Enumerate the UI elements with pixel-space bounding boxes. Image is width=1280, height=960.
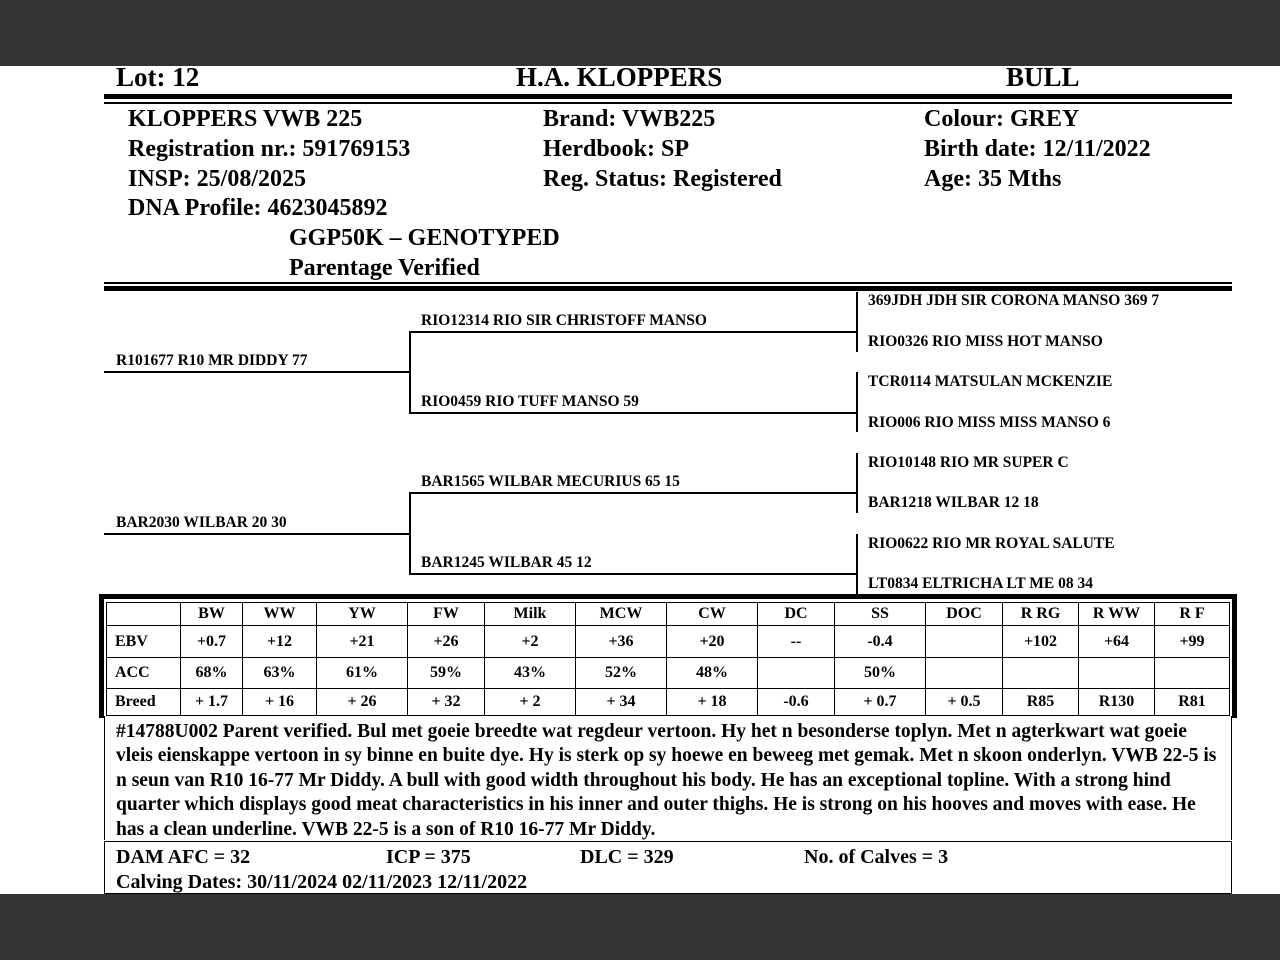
acc-cell: 61% <box>317 658 408 689</box>
pedigree-ggparent-4: RIO006 RIO MISS MISS MANSO 6 <box>868 414 1111 431</box>
acc-row-label: ACC <box>107 658 181 689</box>
dlc: DLC = 329 <box>580 846 674 868</box>
acc-cell <box>1079 658 1155 689</box>
pedigree-ggparent-5: RIO10148 RIO MR SUPER C <box>868 454 1069 471</box>
ebv-cell: +64 <box>1079 626 1155 658</box>
acc-cell <box>758 658 835 689</box>
pedigree-bracket-g3-4 <box>856 534 858 594</box>
ebv-header-cell: YW <box>317 603 408 626</box>
ebv-header-row <box>107 603 1230 626</box>
lot-number: Lot: 12 <box>116 62 200 92</box>
breed-cell: + 0.5 <box>926 689 1003 716</box>
pedigree-bracket-dam <box>409 492 411 574</box>
pedigree-line-dam-dam <box>409 573 856 575</box>
acc-cell <box>1003 658 1079 689</box>
breed-cell: + 18 <box>667 689 758 716</box>
breed-row <box>107 689 1230 716</box>
ebv-header-cell: DOC <box>926 603 1003 626</box>
ebv-header-cell: MCW <box>576 603 667 626</box>
breed-cell: + 16 <box>243 689 317 716</box>
ebv-row <box>107 626 1230 658</box>
pedigree-ggparent-3: TCR0114 MATSULAN MCKENZIE <box>868 373 1113 390</box>
breeder-name: H.A. KLOPPERS <box>516 62 723 92</box>
pedigree-line-sire <box>104 371 409 373</box>
pedigree-sire-dam: RIO0459 RIO TUFF MANSO 59 <box>421 393 639 410</box>
acc-row <box>107 658 1230 689</box>
pedigree-bracket-g3-2 <box>856 372 858 432</box>
breed-cell: R85 <box>1003 689 1079 716</box>
ebv-header-cell: SS <box>835 603 926 626</box>
bottom-letterbox-bar <box>0 894 1280 960</box>
ebv-cell: +26 <box>408 626 485 658</box>
ebv-header-cell: DC <box>758 603 835 626</box>
pedigree-ggparent-8: LT0834 ELTRICHA LT ME 08 34 <box>868 575 1093 592</box>
ebv-header-cell: R RG <box>1003 603 1079 626</box>
acc-cell: 63% <box>243 658 317 689</box>
inspection-date: INSP: 25/08/2025 <box>128 166 307 192</box>
acc-cell: 68% <box>181 658 243 689</box>
ebv-cell: +20 <box>667 626 758 658</box>
colour: Colour: GREY <box>924 106 1080 132</box>
ebv-frame-right <box>1232 594 1237 718</box>
herdbook: Herdbook: SP <box>543 136 690 162</box>
brand: Brand: VWB225 <box>543 106 716 132</box>
ebv-cell <box>926 626 1003 658</box>
registration-number: Registration nr.: 591769153 <box>128 136 411 162</box>
acc-cell: 59% <box>408 658 485 689</box>
breed-cell: + 0.7 <box>835 689 926 716</box>
ebv-cell: +36 <box>576 626 667 658</box>
calving-dates: Calving Dates: 30/11/2024 02/11/2023 12/11/2022 <box>116 871 528 893</box>
pedigree-dam-dam: BAR1245 WILBAR 45 12 <box>421 554 592 571</box>
acc-cell: 48% <box>667 658 758 689</box>
dam-afc: DAM AFC = 32 <box>116 846 251 868</box>
ebv-header-cell: R WW <box>1079 603 1155 626</box>
pedigree-line-sire-sire <box>409 331 856 333</box>
pedigree-sire: R101677 R10 MR DIDDY 77 <box>116 352 308 369</box>
pedigree-bracket-g3-1 <box>856 292 858 352</box>
birth-date: Birth date: 12/11/2022 <box>924 136 1151 162</box>
ebv-cell: +0.7 <box>181 626 243 658</box>
acc-cell <box>1155 658 1230 689</box>
breed-row-label: Breed <box>107 689 181 716</box>
pedigree-dam: BAR2030 WILBAR 20 30 <box>116 514 287 531</box>
ebv-cell: +102 <box>1003 626 1079 658</box>
ebv-header-cell: Milk <box>485 603 576 626</box>
breed-cell: + 32 <box>408 689 485 716</box>
ebv-header-cell: FW <box>408 603 485 626</box>
ebv-header-cell: BW <box>181 603 243 626</box>
breed-cell: R130 <box>1079 689 1155 716</box>
acc-cell: 50% <box>835 658 926 689</box>
breed-cell: + 34 <box>576 689 667 716</box>
genotype-status: GGP50K – GENOTYPED <box>289 225 560 251</box>
icp: ICP = 375 <box>386 846 471 868</box>
parentage-status: Parentage Verified <box>289 255 480 281</box>
animal-type: BULL <box>1006 62 1080 92</box>
breed-cell: + 2 <box>485 689 576 716</box>
animal-description: #14788U002 Parent verified. Bul met goeie breedte wat regdeur vertoon. Hy het n besonderse toplyn. Met n agterkwart wat goeie vleis eienskappe vertoon in sy binne en buite dye. Hy is sterk op sy hoewe en beweeg met gemak. Met n skoon onderlyn. VWB 22-5 is n seun van R10 16-77 Mr Diddy. A bull with good width throughout his body. He has an exceptional topline. With a strong hind quarter which displays good meat characteristics in his inner and outer thighs. He is strong on his hooves and moves with ease. He has a clean underline. VWB 22-5 is a son of R10 16-77 Mr Diddy. <box>116 721 1217 840</box>
ebv-cell: +99 <box>1155 626 1230 658</box>
pedigree-ggparent-6: BAR1218 WILBAR 12 18 <box>868 494 1039 511</box>
ebv-row-label: EBV <box>107 626 181 658</box>
acc-cell: 52% <box>576 658 667 689</box>
breed-cell: + 26 <box>317 689 408 716</box>
header-rule-thick <box>104 94 1232 99</box>
pedigree-rule-thin <box>104 282 1232 284</box>
ebv-header-cell: R F <box>1155 603 1230 626</box>
pedigree-sire-sire: RIO12314 RIO SIR CHRISTOFF MANSO <box>421 312 707 329</box>
pedigree-ggparent-2: RIO0326 RIO MISS HOT MANSO <box>868 333 1103 350</box>
acc-cell <box>926 658 1003 689</box>
ebv-cell: -0.4 <box>835 626 926 658</box>
ebv-table <box>106 602 1230 716</box>
animal-name: KLOPPERS VWB 225 <box>128 106 363 132</box>
ebv-header-cell <box>107 603 181 626</box>
registration-status: Reg. Status: Registered <box>543 166 782 192</box>
ebv-frame-left <box>99 594 104 718</box>
pedigree-bracket-g3-3 <box>856 453 858 513</box>
pedigree-ggparent-1: 369JDH JDH SIR CORONA MANSO 369 7 <box>868 292 1160 309</box>
dna-profile: DNA Profile: 4623045892 <box>128 195 388 221</box>
breed-cell: + 1.7 <box>181 689 243 716</box>
pedigree-line-dam-sire <box>409 492 856 494</box>
top-letterbox-bar <box>0 0 1280 66</box>
ebv-frame-top <box>99 594 1237 599</box>
pedigree-rule-thick <box>104 286 1232 291</box>
breed-cell: R81 <box>1155 689 1230 716</box>
pedigree-bracket-sire <box>409 331 411 413</box>
ebv-cell: -- <box>758 626 835 658</box>
age: Age: 35 Mths <box>924 166 1062 192</box>
pedigree-ggparent-7: RIO0622 RIO MR ROYAL SALUTE <box>868 535 1115 552</box>
ebv-cell: +2 <box>485 626 576 658</box>
pedigree-dam-sire: BAR1565 WILBAR MECURIUS 65 15 <box>421 473 680 490</box>
pedigree-line-sire-dam <box>409 412 856 414</box>
ebv-cell: +12 <box>243 626 317 658</box>
ebv-cell: +21 <box>317 626 408 658</box>
number-of-calves: No. of Calves = 3 <box>804 846 949 868</box>
ebv-header-cell: WW <box>243 603 317 626</box>
acc-cell: 43% <box>485 658 576 689</box>
ebv-header-cell: CW <box>667 603 758 626</box>
pedigree-line-dam <box>104 533 409 535</box>
breed-cell: -0.6 <box>758 689 835 716</box>
